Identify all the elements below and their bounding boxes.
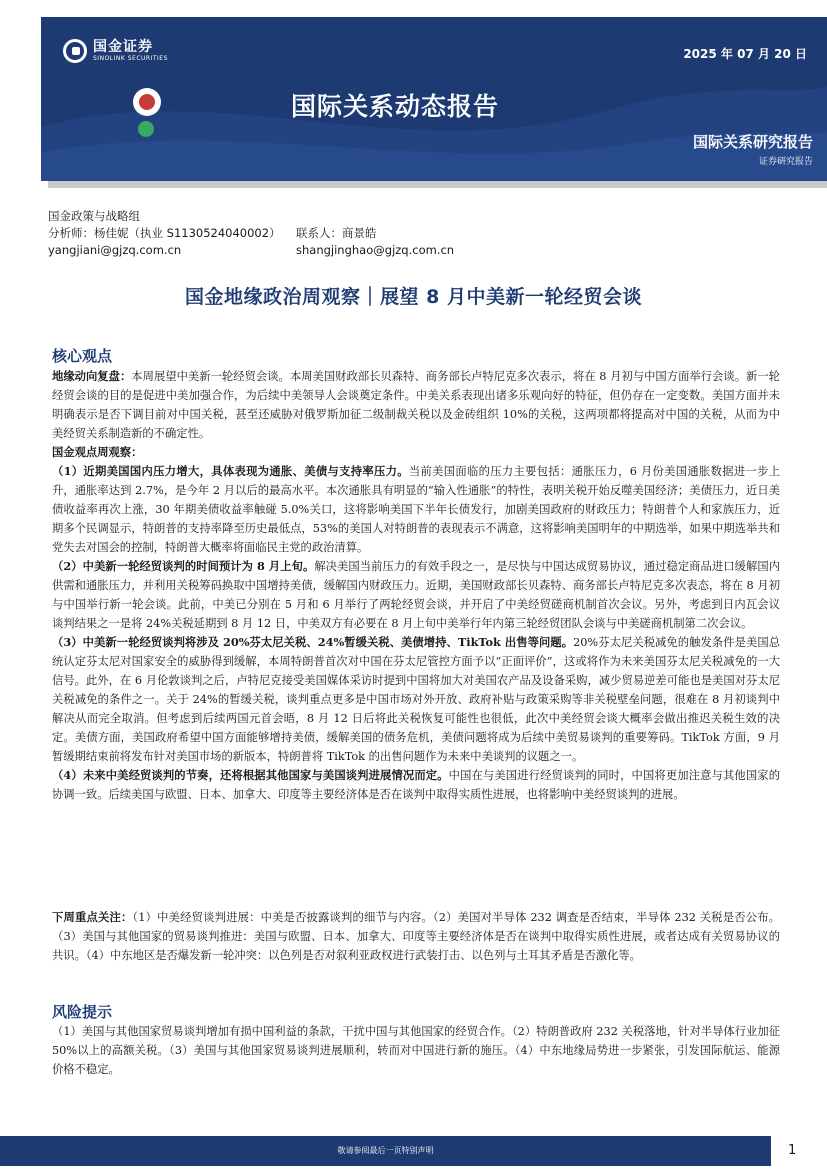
lead-point-2: （2）中美新一轮经贸谈判的时间预计为 8 月上旬。 — [52, 559, 315, 573]
lead-point-3: （3）中美新一轮经贸谈判将涉及 20%芬太尼关税、24%暂缓关税、美债增持、TikTok 出售等问题。 — [52, 635, 574, 649]
footer-disclaimer-link[interactable]: 敬请参阅最后一页特别声明 — [337, 1146, 434, 1155]
lead-point-4: （4）未来中美经贸谈判的节奏，还将根据其他国家与美国谈判进展情况而定。 — [52, 768, 449, 782]
analyst-email[interactable]: yangjiani@gjzq.com.cn — [48, 243, 182, 257]
banner-subtitle-2: 证券研究报告 — [758, 157, 813, 167]
focus-body — [52, 908, 780, 965]
core-heading: 核心观点 — [52, 347, 113, 365]
contact-email[interactable]: shangjinghao@gjzq.com.cn — [296, 243, 455, 257]
email-row — [48, 242, 455, 259]
text-review: 本周展望中美新一轮经贸会谈。本周美国财政部长贝森特、商务部长卢特尼克多次表示，将在 8 月初与中国方面举行会谈。新一轮经贸会谈的目的是促进中美加强合作，为后续中美领导人会谈奠定条件。中美关系表现出诸多乐观向好的特征，但仍存在一定变数。美国方面并未明确表示是否下调目前对中国关税，甚至还威胁对俄罗斯加征二级制裁关税以及金砖组织 10%的关税，这两项都将提高对中国的关税，从而为中美经贸关系制造新的不确定性。 — [52, 370, 780, 440]
sinolink-logo — [63, 39, 168, 63]
paragraph-point-1 — [52, 462, 780, 557]
author-row — [48, 225, 377, 242]
text-focus: （1）中美经贸谈判进展：中美是否披露谈判的细节与内容。（2）美国对半导体 232 调查是否结束，半导体 232 关税是否公布。（3）美国与其他国家的贸易谈判推进：美国与欧盟、日本、加拿大、印度等主要经济体是否在谈判中取得实质性进展，或者达成有关贸易协议的共识。（4）中东地区是否爆发新一轮冲突：以色列是否对叙利亚政权进行武装打击、以色列与土耳其矛盾是否激化等。 — [52, 911, 780, 962]
paragraph-observe-head — [52, 443, 780, 462]
risk-heading: 风险提示 — [52, 1003, 113, 1021]
text-point-1: 当前美国面临的压力主要包括：通胀压力，6 月份美国通胀数据进一步上升，通胀率达到 2.7%，是今年 2 月以后的最高水平。本次通胀具有明显的“输入性通胀”的特性，表明关税开始反噬美国经济；美债压力，近日美债收益率再次上涨，30 年期美债收益率触碰 5.0%关口，这将影响美国下半年长债发行，加剧美国政府的财政压力；特朗普个人和家族压力，近期多个民调显示，特朗普的支持率降至历史最低点，53%的美国人对特朗普的表现表示不满意，这将影响美国明年的中期选举，如果中期选举共和党失去对国会的控制，特朗普大概率将面临民主党的政治清算。 — [52, 465, 780, 554]
risk-text: （1）美国与其他国家贸易谈判增加有损中国利益的条款，干扰中国与其他国家的经贸合作。（2）特朗普政府 232 关税落地，针对半导体行业加征 50%以上的高额关税。（3）美国与其他国家贸易谈判进展顺利，转而对中国进行新的施压。（4）中东地缘局势进一步紧张，引发国际航运、能源价格不稳定。 — [52, 1025, 780, 1076]
report-title: 国金地缘政治周观察｜展望 8 月中美新一轮经贸会谈 — [185, 286, 642, 308]
report-date: 2025 年 07 月 20 日 — [683, 47, 807, 61]
banner-title: 国际关系动态报告 — [291, 92, 500, 121]
text-point-4: 中国在与美国进行经贸谈判的同时，中国将更加注意与其他国家的协调一致。后续美国与欧盟、日本、加拿大、印度等主要经济体是否在谈判中取得实质性进展，也将影响中美经贸谈判的进展。 — [52, 769, 780, 801]
text-point-3: 20%芬太尼关税减免的触发条件是美国总统认定芬太尼对国家安全的威胁得到缓解，本周特朗普首次对中国在芬太尼管控方面予以“正面评价”，这或将作为未来美国芬太尼关税减免的一大信号。此外，在 6 月伦敦谈判之后，卢特尼克接受美国媒体采访时提到中国将加大对美国农产品及设备采购，减少贸易逆差可能也是美国对芬太尼关税减免的条件之一。关于 24%的暂缓关税，谈判重点更多是中国市场对外开放、政府补贴与政策采购等非关税壁垒问题，很难在 8 月初谈判中解决从而完全取消。但考虑到后续两国元首会晤，8 月 12 日后将此关税恢复可能性也很低，此次中美经贸会谈大概率会做出推迟关税生效的决定。美债方面，美国政府希望中国方面能够增持美债，缓解美国的债务危机，美债问题将成为后续中美贸易谈判的重要筹码。TikTok 方面，9 月暂缓期结束前将发布针对美国市场的新版本，特朗普将 TikTok 的出售问题作为未来中美谈判的议题之一。 — [52, 636, 780, 763]
risk-body — [52, 1022, 780, 1079]
report-banner — [41, 17, 827, 181]
page-number: 1 — [788, 1143, 797, 1158]
wechat-icon — [138, 121, 154, 137]
paragraph-point-4 — [52, 766, 780, 804]
author-group: 国金政策与战略组 — [48, 209, 140, 223]
logo-cn: 国金证券 — [93, 39, 153, 55]
core-body — [52, 367, 780, 804]
logo-mark-icon — [63, 39, 87, 63]
contact-name: 联系人：商景皓 — [296, 226, 377, 240]
text-point-2: 解决美国当前压力的有效手段之一，是尽快与中国达成贸易协议，通过稳定商品进口缓解国内供需和通胀压力，并利用关税筹码换取中国增持美债，缓解国内财政压力。近期，美国财政部长贝森特、商务部长卢特尼克多次表态，将在 8 月初与中国举行新一轮会谈。此前，中美已分别在 5 月和 6 月举行了两轮经贸会谈，并开启了中美经贸磋商机制首次会议。另外，考虑到日内瓦会议谈判结果之一是将 24%关税延期到 8 月 12 日，中美双方有必要在 8 月上旬中美举行年内第三轮经贸团队会谈与中美磋商机制第二次会议。 — [52, 560, 780, 630]
analyst-name: 分析师：杨佳妮（执业 S1130524040002） — [48, 226, 281, 240]
author-block — [48, 208, 455, 259]
paragraph-review — [52, 367, 780, 443]
seal-icon — [133, 88, 161, 116]
lead-focus: 下周重点关注： — [52, 910, 133, 924]
paragraph-focus — [52, 908, 780, 965]
paragraph-point-3 — [52, 633, 780, 766]
logo-en: SINOLINK SECURITIES — [93, 55, 168, 62]
lead-point-1: （1）近期美国国内压力增大，具体表现为通胀、美债与支持率压力。 — [52, 464, 409, 478]
paragraph-point-2 — [52, 557, 780, 633]
lead-review: 地缘动向复盘： — [52, 369, 132, 383]
banner-subtitle: 国际关系研究报告 — [692, 133, 813, 151]
lead-observe: 国金观点周观察： — [52, 445, 143, 459]
